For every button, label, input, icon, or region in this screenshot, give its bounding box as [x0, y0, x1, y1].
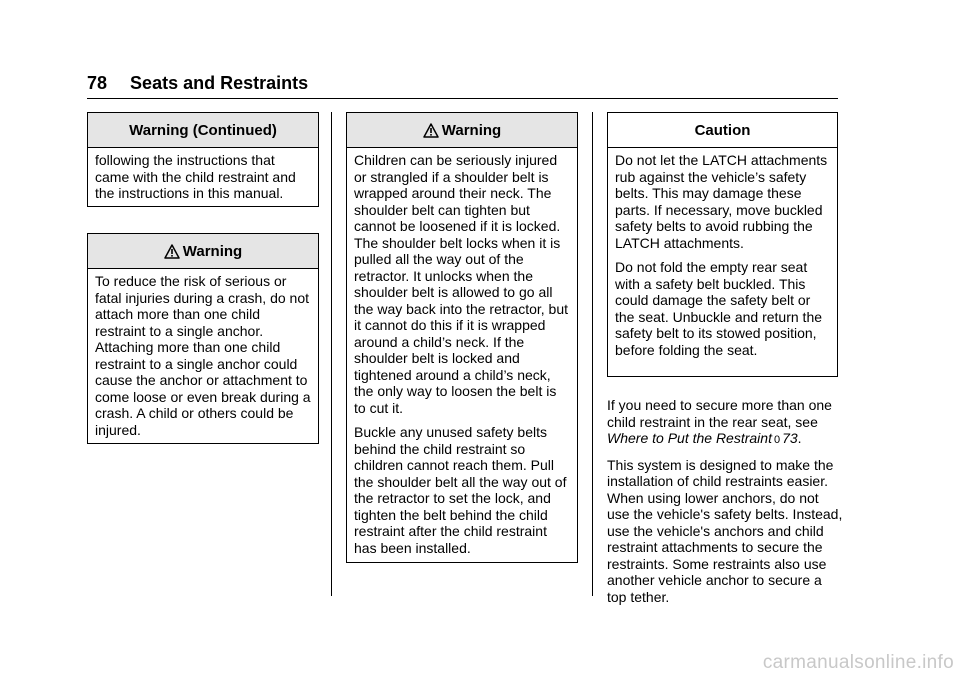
- warning-shoulder-text: Children can be seriously injured or strangled if a shoulder belt is wrapped around their neck. The shoulder belt can tighten but cannot be loosened if it is locked. The shoulder belt locks when it is pulled all the way out of the retractor. It unlocks when the shoulder belt is allowed to go all the way back into the retractor, but it cannot do this if it is wrapped around a child’s neck. If the shoulder belt is locked and tightened around a child’s neck, the only way to loosen the belt is to cut it.: [354, 152, 569, 416]
- warning-box-anchor: [87, 233, 319, 444]
- caution-latch-text: Do not let the LATCH attachments rub against the vehicle’s safety belts. This may damage these parts. If necessary, move buckled safety belts to avoid rubbing the LATCH attachments.: [615, 152, 828, 251]
- warning-title: [88, 234, 318, 269]
- warning-continued-text: following the instructions that came with the child restraint and the instructions in this manual.: [95, 152, 296, 201]
- warning-buckle-text: Buckle any unused safety belts behind the child restraint so children cannot reach them. Pull the shoulder belt all the way out of the retractor to set the lock, and tighten the belt behind the child restraint after the child restraint has been installed.: [354, 424, 567, 556]
- warning-title-label: Warning: [182, 242, 243, 260]
- page-header: [87, 72, 308, 94]
- watermark: carmanualsonline.info: [762, 652, 954, 673]
- column-divider: [592, 112, 593, 596]
- body-text: [607, 397, 843, 613]
- column-divider: [331, 112, 332, 596]
- paragraph-lower-anchors: This system is designed to make the installation of child restraints easier. When using lower anchors, do not use the vehicle's safety belts. Instead, use the vehicle's anchors and child restraint attachments to secure the restraints. Some restraints also use another vehicle anchor to secure a top tether.: [607, 456, 843, 605]
- warning-box-shoulder-belt: [346, 112, 578, 563]
- warning-triangle-icon: [423, 123, 439, 138]
- page-number: 78: [87, 73, 108, 93]
- page-reference-number[interactable]: 73: [782, 430, 798, 446]
- warning-title: [347, 113, 577, 148]
- section-title: Seats and Restraints: [130, 73, 309, 93]
- restraint-location-link[interactable]: Where to Put the Restraint: [607, 430, 772, 446]
- page-reference-arrow-icon: 0: [773, 434, 781, 446]
- paragraph-restraint-reference: If you need to secure more than one child restraint in the rear seat, see Where to Put the Restraint 0 73.: [607, 397, 832, 446]
- caution-fold-text: Do not fold the empty rear seat with a safety belt buckled. This could damage the safety belt or the seat. Unbuckle and return the safety belt to its stowed position, before folding the seat.: [615, 259, 823, 358]
- caution-box: [607, 112, 838, 377]
- warning-continued-title: Warning (Continued): [88, 113, 318, 148]
- warning-triangle-icon: [164, 244, 180, 259]
- caution-title: Caution: [608, 113, 837, 148]
- warning-title-label: Warning: [441, 121, 502, 139]
- warning-continued-box: [87, 112, 319, 207]
- header-rule: [87, 98, 838, 99]
- warning-anchor-text: To reduce the risk of serious or fatal injuries during a crash, do not attach more than one child restraint to a single anchor. Attaching more than one child restraint to a single anchor could cause the anchor or attachment to come loose or even break during a crash. A child or others could be injured.: [95, 273, 311, 438]
